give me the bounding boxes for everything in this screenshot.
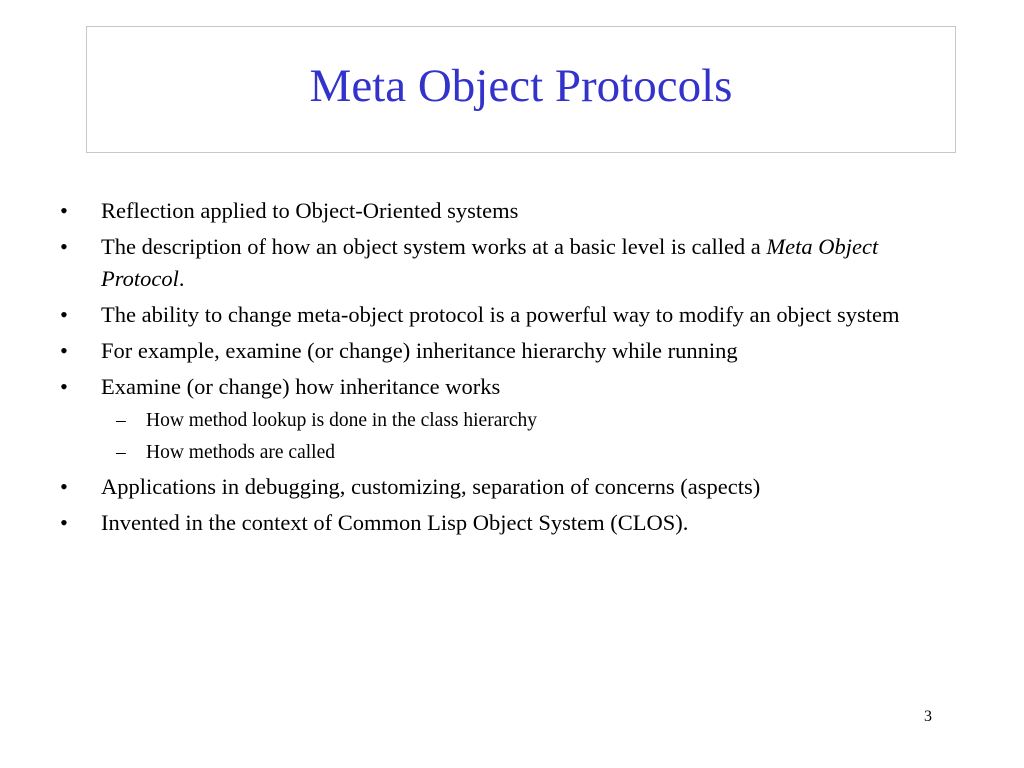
sub-bullet-text: How method lookup is done in the class hierarchy <box>146 410 537 431</box>
bullet-emphasis: Meta Object Protocol <box>101 234 879 291</box>
bullet-marker: • <box>60 234 68 259</box>
bullet-marker: • <box>60 474 68 499</box>
sub-bullet-methods-called <box>60 439 940 467</box>
bullet-text: Reflection applied to Object-Oriented systems <box>101 198 519 223</box>
bullet-item-example <box>60 335 940 367</box>
bullet-list <box>60 195 940 543</box>
bullet-marker: • <box>60 338 68 363</box>
bullet-item-description <box>60 231 940 295</box>
bullet-text-end: . <box>178 266 185 291</box>
bullet-item-ability <box>60 299 940 331</box>
slide-title: Meta Object Protocols <box>309 60 733 112</box>
bullet-item-inheritance <box>60 371 940 403</box>
sub-bullet-text: How methods are called <box>146 442 335 463</box>
dash-marker: – <box>116 410 126 431</box>
dash-marker: – <box>116 442 126 463</box>
bullet-marker: • <box>60 510 68 535</box>
title-box <box>86 26 956 153</box>
bullet-marker: • <box>60 198 68 223</box>
bullet-text: Applications in debugging, customizing, separation of concerns (aspects) <box>101 474 761 499</box>
bullet-text: The description of how an object system works at a basic level is called a <box>101 234 767 259</box>
sub-bullet-method-lookup <box>60 407 940 435</box>
bullet-text: Invented in the context of Common Lisp Object System (CLOS). <box>101 510 689 535</box>
bullet-text: Examine (or change) how inheritance works <box>101 374 501 399</box>
bullet-marker: • <box>60 374 68 399</box>
page-number: 3 <box>924 708 932 725</box>
bullet-item-clos <box>60 507 940 539</box>
bullet-marker: • <box>60 302 68 327</box>
bullet-item-reflection <box>60 195 940 227</box>
bullet-item-applications <box>60 471 940 503</box>
bullet-text: The ability to change meta-object protocol is a powerful way to modify an object system <box>101 302 900 327</box>
bullet-text: For example, examine (or change) inheritance hierarchy while running <box>101 338 738 363</box>
